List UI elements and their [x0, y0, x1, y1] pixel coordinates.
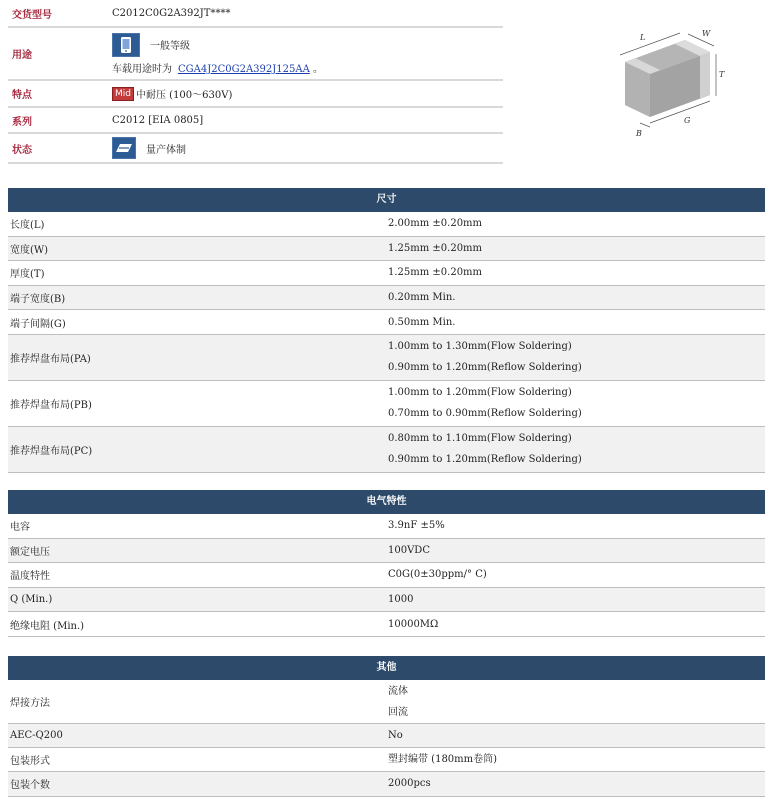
- spec-label: 端子宽度(B): [10, 294, 66, 306]
- spec-label: 推荐焊盘布局(PC): [10, 445, 93, 457]
- spec-label: 焊接方法: [10, 698, 50, 709]
- electrical-section: [8, 490, 765, 637]
- other-header: 其他: [8, 656, 765, 680]
- spec-row: [8, 286, 765, 311]
- dimensions-rows: [8, 212, 765, 473]
- auto-usage-prefix: 车载用途时为: [112, 63, 172, 75]
- other-rows: [8, 680, 765, 797]
- spec-label: Q (Min.): [10, 594, 53, 606]
- feature-label: 特点: [12, 90, 32, 101]
- spec-row: [8, 563, 765, 588]
- spec-row: [8, 381, 765, 427]
- spec-row: [8, 261, 765, 286]
- spec-row: [8, 237, 765, 262]
- spec-values: [388, 680, 765, 723]
- spec-value: C0G(0±30ppm/° C): [388, 569, 487, 581]
- spec-label: 额定电压: [10, 546, 50, 558]
- status-label: 状态: [12, 144, 32, 156]
- part-number-label: 交货型号: [12, 9, 52, 21]
- spec-row: [8, 539, 765, 564]
- spec-row: [8, 612, 765, 637]
- spec-values: [388, 310, 765, 334]
- series-label: 系列: [12, 116, 32, 128]
- spec-row: [8, 427, 765, 473]
- dimensions-section: [8, 188, 765, 473]
- row-feature: [8, 81, 503, 108]
- spec-label: 绝缘电阻 (Min.): [10, 620, 85, 632]
- spec-label: 推荐焊盘布局(PA): [10, 353, 91, 365]
- dim-w-label: W: [702, 29, 711, 38]
- spec-values: [388, 427, 765, 472]
- auto-usage-suffix: 。: [313, 63, 323, 75]
- spec-values: [388, 724, 765, 747]
- spec-label: AEC-Q200: [10, 730, 63, 742]
- spec-value: 0.70mm to 0.90mm(Reflow Soldering): [388, 408, 582, 420]
- electrical-rows: [8, 514, 765, 637]
- spec-values: [388, 772, 765, 795]
- row-usage: [8, 28, 503, 81]
- spec-values: [388, 335, 765, 380]
- spec-value: 100VDC: [388, 544, 430, 556]
- dim-l-label: L: [640, 33, 646, 42]
- spec-row: [8, 772, 765, 796]
- spec-value: 回流: [388, 706, 408, 718]
- spec-label: 推荐焊盘布局(PB): [10, 399, 92, 411]
- spec-row: [8, 310, 765, 335]
- spec-value: 1000: [388, 594, 414, 606]
- spec-values: [388, 286, 765, 310]
- spec-value: 0.90mm to 1.20mm(Reflow Soldering): [388, 362, 582, 374]
- spec-value: 0.90mm to 1.20mm(Reflow Soldering): [388, 454, 582, 466]
- spec-row: [8, 588, 765, 613]
- part-number-value: C2012C0G2A392JT****: [112, 7, 231, 19]
- status-value: 量产体制: [146, 144, 186, 156]
- spec-value: 0.50mm Min.: [388, 316, 456, 328]
- product-info-table: [8, 0, 503, 164]
- production-icon: [112, 137, 136, 159]
- spec-value: 1.25mm ±0.20mm: [388, 267, 483, 279]
- spec-values: [388, 381, 765, 426]
- spec-values: [388, 563, 765, 587]
- spec-row: [8, 335, 765, 381]
- spec-value: 0.20mm Min.: [388, 292, 456, 304]
- dim-t-label: T: [719, 70, 725, 79]
- dim-b-label: B: [636, 129, 642, 138]
- spec-values: [388, 514, 765, 538]
- spec-value: 1.00mm to 1.30mm(Flow Soldering): [388, 341, 572, 353]
- spec-values: [388, 261, 765, 285]
- row-part-number: [8, 0, 503, 28]
- spec-values: [388, 212, 765, 236]
- spec-value: 2000pcs: [388, 778, 431, 790]
- auto-part-link[interactable]: CGA4J2C0G2A392J125AA: [178, 63, 310, 75]
- spec-label: 包装个数: [10, 780, 50, 792]
- feature-value: 中耐压 (100～630V): [135, 90, 233, 101]
- spec-value: 3.9nF ±5%: [388, 520, 445, 532]
- usage-label: 用途: [12, 50, 32, 61]
- electrical-header: 电气特性: [8, 490, 765, 514]
- spec-value: 塑封编带 (180mm卷筒): [388, 754, 498, 766]
- dimensions-header: 尺寸: [8, 188, 765, 212]
- row-status: [8, 134, 503, 164]
- usage-value: 一般等级: [150, 41, 190, 52]
- spec-value: 10000MΩ: [388, 618, 439, 630]
- spec-label: 长度(L): [10, 220, 45, 232]
- spec-values: [388, 539, 765, 563]
- spec-values: [388, 588, 765, 612]
- mid-voltage-badge: Mid: [112, 87, 134, 101]
- spec-value: 2.00mm ±0.20mm: [388, 218, 483, 230]
- spec-row: [8, 724, 765, 748]
- spec-value: 1.25mm ±0.20mm: [388, 242, 483, 254]
- spec-value: 1.00mm to 1.20mm(Flow Soldering): [388, 387, 572, 399]
- spec-values: [388, 237, 765, 261]
- other-section: [8, 656, 765, 797]
- spec-row: [8, 212, 765, 237]
- spec-label: 温度特性: [10, 571, 50, 583]
- spec-row: [8, 514, 765, 539]
- spec-value: 流体: [388, 685, 408, 697]
- spec-label: 宽度(W): [10, 244, 49, 256]
- row-series: [8, 108, 503, 134]
- spec-label: 厚度(T): [10, 269, 45, 281]
- spec-values: [388, 612, 765, 636]
- spec-value: No: [388, 730, 403, 742]
- phone-icon: [112, 33, 140, 57]
- chip-dimension-diagram: [600, 22, 750, 152]
- spec-label: 包装形式: [10, 756, 50, 768]
- spec-label: 端子间隔(G): [10, 318, 66, 330]
- dim-g-label: G: [684, 116, 691, 125]
- spec-value: 0.80mm to 1.10mm(Flow Soldering): [388, 433, 572, 445]
- spec-label: 电容: [10, 522, 30, 534]
- series-value: C2012 [EIA 0805]: [112, 114, 204, 126]
- spec-values: [388, 748, 765, 771]
- spec-row: [8, 748, 765, 772]
- spec-row: [8, 680, 765, 724]
